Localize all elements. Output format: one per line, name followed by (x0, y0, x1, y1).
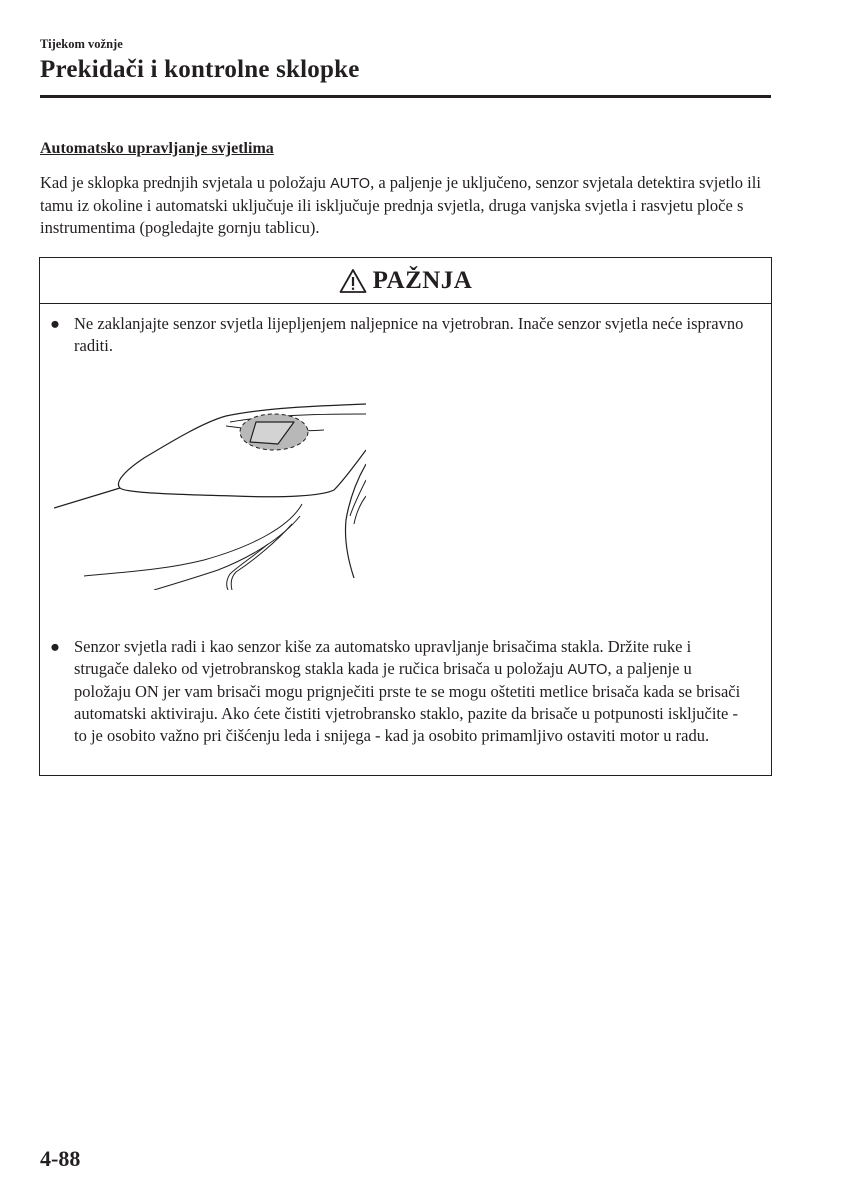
caution-bullet-sticker (50, 313, 750, 357)
bullet-dot: ● (50, 637, 60, 656)
caution-bullet-wipers (50, 636, 750, 747)
auto-position-label: AUTO (330, 176, 371, 192)
bullet-text: Ne zaklanjajte senzor svjetla lijepljenjem naljepnice na vjetrobran. Inače senzor svjetla neće ispravno raditi. (74, 314, 744, 355)
intro-text-end: , a paljenje je uključeno, senzor svjetala detektira svjetlo ili tamu iz okoline i automatski uključuje ili isključuje prednja svjetla, druga vanjska svjetla i rasvjetu ploče s instrumentima (pogledajte gornju tablicu). (40, 173, 761, 237)
caution-box (39, 257, 772, 776)
bullet-dot: ● (50, 314, 60, 333)
caution-header (40, 258, 771, 304)
auto-position-label: AUTO (567, 662, 608, 678)
caution-title: PAŽNJA (372, 266, 473, 294)
bullet-text-start: Senzor svjetla radi i kao senzor kiše za automatsko upravljanje brisačima stakla. Držite ruke i strugače daleko od vjetrobranskog stakla kada je ručica brisača u položaju (74, 637, 692, 678)
bullet-text (74, 636, 750, 747)
intro-text-start: Kad je sklopka prednjih svjetala u položaju (40, 173, 331, 192)
bullet-text-end: , a paljenje u položaju ON jer vam brisači mogu prignječiti prste te se mogu oštetiti metlice brisača kada se brisači automatski aktiviraju. Ako ćete čistiti vjetrobransko staklo, pazite da brisače u potpunosti isključite - to je osobito važno pri čišćenju leda i snijega - kad ja osobito primamljivo ostaviti motor u radu. (74, 659, 741, 745)
page-title: Prekidači i kontrolne sklopke (40, 56, 360, 83)
section-heading: Automatsko upravljanje svjetlima (40, 140, 274, 157)
running-head: Tijekom vožnje (40, 37, 123, 51)
warning-triangle-icon (339, 268, 367, 294)
page-number: 4-88 (40, 1146, 81, 1171)
windshield-sensor-illustration (54, 400, 366, 590)
title-divider (40, 95, 771, 98)
intro-paragraph (40, 172, 775, 239)
